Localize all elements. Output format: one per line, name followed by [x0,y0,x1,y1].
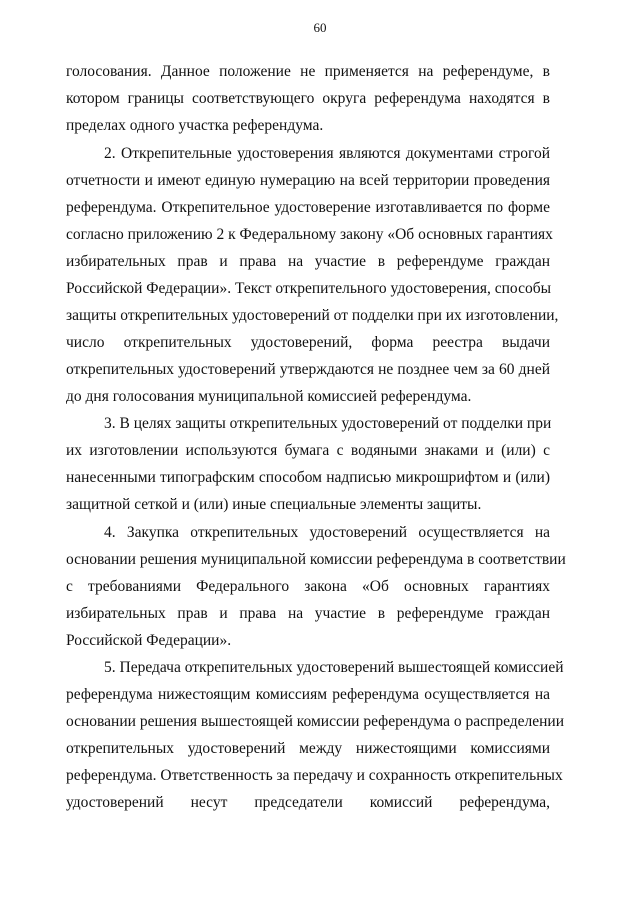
text-line: голосования. Данное положение не применяется на референдуме, в [66,63,550,80]
text-line: Российской Федерации». Текст открепительного удостоверения, способы [66,280,552,297]
text-line: защитной сеткой и (или) иные специальные элементы защиты. [66,496,482,513]
text-line: согласно приложению 2 к Федеральному закону «Об основных гарантиях [66,226,553,243]
text-line: избирательных прав и права на участие в референдуме граждан [66,253,550,270]
text-line: удостоверений несут председатели комиссий референдума, [66,794,550,811]
text-line: нанесенными типографским способом надписью микрошрифтом и (или) [66,469,550,486]
text-line: основании решения муниципальной комиссии референдума в соответствии [66,551,566,568]
text-line: 4. Закупка открепительных удостоверений осуществляется на [104,524,550,541]
text-line: 3. В целях защиты открепительных удостоверений от подделки при [104,415,552,432]
text-line: 2. Открепительные удостоверения являются документами строгой [104,145,550,162]
text-line: избирательных прав и права на участие в референдуме граждан [66,605,550,622]
text-line: открепительных удостоверений между нижестоящими комиссиями [66,740,550,757]
text-line: открепительных удостоверений утверждаются не позднее чем за 60 дней [66,361,550,378]
text-line: основании решения вышестоящей комиссии референдума о распределении [66,713,565,730]
text-line: референдума. Открепительное удостоверение изготавливается по форме [66,199,550,216]
text-line: их изготовлении используются бумага с водяными знаками и (или) с [66,442,550,459]
text-line: защиты открепительных удостоверений от подделки при их изготовлении, [66,307,559,324]
text-line: отчетности и имеют единую нумерацию на всей территории проведения [66,172,550,189]
page-number: 60 [313,20,327,35]
text-line: 5. Передача открепительных удостоверений вышестоящей комиссией [104,659,564,676]
text-line: число открепительных удостоверений, форма реестра выдачи [66,334,550,351]
text-line: референдума нижестоящим комиссиям референдума осуществляется на [66,686,550,703]
text-line: референдума. Ответственность за передачу и сохранность открепительных [66,767,563,784]
text-line: Российской Федерации». [66,632,232,649]
text-line: котором границы соответствующего округа референдума находятся в [66,90,550,107]
text-line: до дня голосования муниципальной комиссией референдума. [66,388,472,405]
text-line: с требованиями Федерального закона «Об основных гарантиях [66,578,550,595]
text-line: пределах одного участка референдума. [66,117,324,134]
